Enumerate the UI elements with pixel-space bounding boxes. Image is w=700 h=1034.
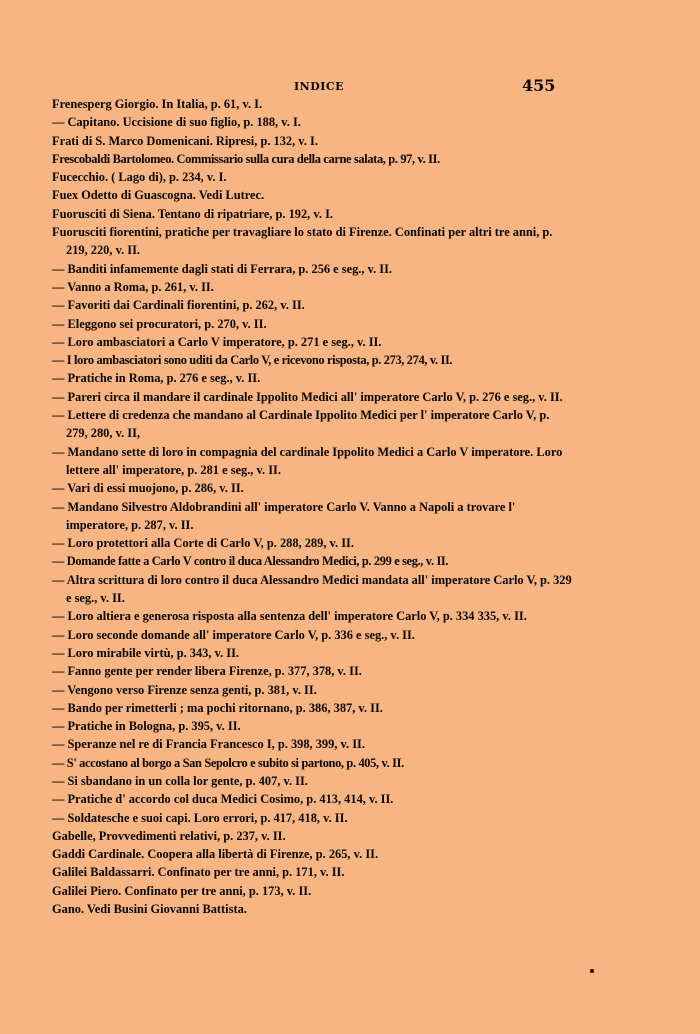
- index-entry: Frescobaldi Bartolomeo. Commissario sulla cura della carne salata, p. 97, v. II.: [52, 151, 440, 166]
- index-entry: Gabelle, Provvedimenti relativi, p. 237, v. II.: [52, 828, 286, 843]
- index-entry: — Vari di essi muojono, p. 286, v. II.: [52, 481, 244, 496]
- index-entry: — Si sbandano in un colla lor gente, p. 407, v. II.: [52, 773, 308, 788]
- index-entry: — Loro ambasciatori a Carlo V imperatore, p. 271 e seg., v. II.: [52, 334, 382, 349]
- index-entry: — Loro seconde domande all' imperatore Carlo V, p. 336 e seg., v. II.: [52, 627, 415, 642]
- index-entry: — Pareri circa il mandare il cardinale Ippolito Medici all' imperatore Carlo V, p. 276 e seg., v. II.: [52, 389, 563, 404]
- index-entry: — Pratiche d' accordo col duca Medici Cosimo, p. 413, 414, v. II.: [52, 792, 394, 807]
- index-entry: — S' accostano al borgo a San Sepolcro e subito si partono, p. 405, v. II.: [52, 755, 404, 770]
- index-entry: — Altra scrittura di loro contro il duca Alessandro Medici mandata all' imperatore Carlo V, p. 329 e seg., v. II.: [52, 572, 572, 606]
- index-entry: — Capitano. Uccisione di suo figlio, p. 188, v. I.: [52, 115, 301, 130]
- index-entry: — Bando per rimetterli ; ma pochi ritornano, p. 386, 387, v. II.: [52, 700, 383, 715]
- index-entry: — Mandano Silvestro Aldobrandini all' imperatore Carlo V. Vanno a Napoli a trovare l' imperatore, p. 287, v. II.: [52, 499, 516, 532]
- index-entry: Gano. Vedi Busini Giovanni Battista.: [52, 902, 247, 917]
- index-entry: — Lettere di credenza che mandano al Cardinale Ippolito Medici per l' imperatore Carlo V, p. 279, 280, v. II,: [52, 408, 550, 441]
- index-entry: Galilei Piero. Confinato per tre anni, p. 173, v. II.: [52, 883, 312, 898]
- index-entry: — Pratiche in Roma, p. 276 e seg., v. II.: [52, 371, 261, 386]
- index-entry: — Vengono verso Firenze senza genti, p. 381, v. II.: [52, 682, 317, 697]
- running-head-title: INDICE: [294, 80, 345, 93]
- index-entry: — Loro altiera e generosa risposta alla sentenza dell' imperatore Carlo V, p. 334 335, v. II.: [52, 609, 527, 624]
- index-entry: — Loro protettori alla Corte di Carlo V, p. 288, 289, v. II.: [52, 536, 354, 551]
- index-entry: — I loro ambasciatori sono uditi da Carlo V, e ricevono risposta, p. 273, 274, v. II.: [52, 353, 453, 368]
- index-entry: — Fanno gente per render libera Firenze, p. 377, 378, v. II.: [52, 664, 362, 679]
- index-entry: — Speranze nel re di Francia Francesco I, p. 398, 399, v. II.: [52, 737, 365, 752]
- index-entries: [52, 95, 572, 918]
- index-entry: — Mandano sette di loro in compagnia del cardinale Ippolito Medici a Carlo V imperatore. Loro lettere all' imperatore, p. 281 e seg., v. II.: [52, 444, 563, 477]
- index-entry: — Pratiche in Bologna, p. 395, v. II.: [52, 719, 241, 734]
- index-entry: Galilei Baldassarri. Confinato per tre anni, p. 171, v. II.: [52, 865, 345, 880]
- index-entry: Frenesperg Giorgio. In Italia, p. 61, v. I.: [52, 97, 263, 111]
- page-number: 455: [522, 76, 556, 95]
- index-entry: Fucecchio. ( Lago di), p. 234, v. I.: [52, 170, 227, 185]
- index-entry: — Banditi infamemente dagli stati di Ferrara, p. 256 e seg., v. II.: [52, 261, 393, 276]
- index-entry: — Soldatesche e suoi capi. Loro errori, p. 417, 418, v. II.: [52, 810, 348, 825]
- index-entry: Frati di S. Marco Domenicani. Ripresi, p. 132, v. I.: [52, 133, 318, 148]
- index-entry: — Favoriti dai Cardinali fiorentini, p. 262, v. II.: [52, 298, 305, 313]
- index-entry: Fuorusciti di Siena. Tentano di ripatriare, p. 192, v. I.: [52, 206, 334, 221]
- index-entry: — Loro mirabile virtù, p. 343, v. II.: [52, 645, 240, 660]
- index-entry: — Eleggono sei procuratori, p. 270, v. II.: [52, 316, 267, 331]
- index-entry: Fuorusciti fiorentini, pratiche per travagliare lo stato di Firenze. Confinati per altri tre anni, p. 219, 220, v. II.: [52, 225, 553, 258]
- index-entry: — Domande fatte a Carlo V contro il duca Alessandro Medici, p. 299 e seg., v. II.: [52, 554, 449, 569]
- index-entry: Fuex Odetto di Guascogna. Vedi Lutrec.: [52, 188, 265, 203]
- ink-speck: [590, 969, 594, 973]
- index-entry: — Vanno a Roma, p. 261, v. II.: [52, 279, 214, 294]
- index-entry: Gaddi Cardinale. Coopera alla libertà di Firenze, p. 265, v. II.: [52, 847, 379, 862]
